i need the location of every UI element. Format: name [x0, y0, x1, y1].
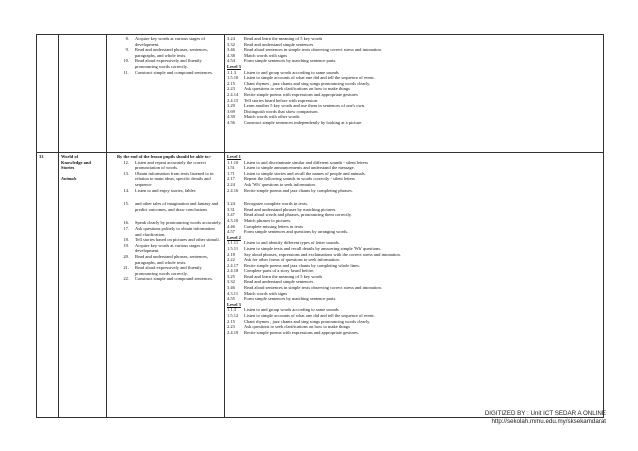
standard-text: Read aloud expressively and fluently pronouncing words correctly.: [135, 58, 202, 69]
outcome-text: Read and understand simple sentences: [244, 41, 314, 47]
outcome-code: 4.54: [227, 58, 235, 64]
outcome-text: Recognize complete words in texts.: [244, 201, 309, 207]
standard-text: Read aloud expressively and fluently pronouncing words correctly.: [135, 265, 202, 276]
outcome-item: [227, 120, 601, 126]
outcome-code: 2.4.16: [227, 187, 239, 193]
theme-line: Knowledge and: [61, 159, 91, 165]
outcome-text: Read and learn the meaning of 5 key words: [244, 273, 323, 279]
standard-item: [109, 226, 222, 237]
standard-number: 21.: [123, 265, 129, 271]
outcome-code: 2.24: [227, 181, 235, 187]
outcome-code: 2.4.19: [227, 329, 239, 335]
outcome-code: 2.15: [227, 318, 235, 324]
standard-text: Ask questions politely to obtain information and clarification.: [135, 225, 215, 237]
standard-number: 17.: [123, 225, 129, 231]
standard-item: [109, 160, 222, 171]
standard-item: [109, 171, 222, 188]
level-heading: Level 1: [227, 154, 241, 159]
outcome-text: Listen to simple accounts of what one did and tell the sequence of event.: [244, 75, 375, 81]
standard-text: Read and understand phrases, sentences, paragraphs, and whole texts.: [135, 253, 208, 265]
outcome-text: Form simple sentences by matching sentence parts.: [244, 58, 337, 64]
outcome-text: Read and understand simple sentences: [244, 279, 314, 285]
outcome-code: 3.69: [227, 108, 235, 114]
standard-number: 11.: [123, 69, 129, 75]
outcome-text: Ask for other forms of questions to seek information.: [244, 257, 340, 263]
outcome-code: 3.32: [227, 279, 235, 285]
standard-number: 22.: [123, 276, 129, 282]
footer-credit: DIGITIZED BY : Unit ICT SEDAR A ONLINE: [484, 410, 606, 417]
standard-number: 9.: [125, 47, 129, 53]
outcome-text: Listen to and identify different types of letter sounds.: [244, 240, 340, 246]
outcome-code: 2.18: [227, 251, 235, 257]
standard-number: 13.: [123, 170, 129, 176]
outcome-text: Read aloud sentences in simple texts observing correct stress and intonation.: [244, 285, 382, 291]
outcome-code: 1.1.11: [227, 240, 239, 246]
standard-item: [109, 58, 222, 69]
theme-cell: [59, 153, 107, 418]
outcome-text: Listen to and group words according to same sounds: [244, 307, 339, 313]
outcome-text: Listen to simple accounts of what one did and tell the sequence of event.: [244, 313, 375, 319]
standard-text: Tell stories based on pictures and other stimuli.: [135, 237, 220, 243]
theme-line: World of: [61, 154, 79, 159]
outcome-code: 2.23: [227, 86, 235, 92]
standard-text: and other tales of imagination and fantasy and predict outcomes, and draw conclusions: [135, 201, 219, 212]
outcome-code: 2.4.15: [227, 97, 239, 103]
outcome-text: Form simple sentences by matching sentence parts.: [244, 296, 337, 302]
standard-item: [109, 254, 222, 265]
outcome-text: Form simple sentences and questions by arranging words.: [244, 229, 349, 235]
spacer: [227, 193, 601, 201]
outcome-code: 4.3.11: [227, 290, 239, 296]
outcome-text: Chant rhymes , jazz chants and sing songs pronouncing words clearly.: [244, 80, 371, 86]
outcome-code: 1.1.3: [227, 307, 236, 313]
standard-number: 12.: [123, 159, 129, 165]
week-number: 33: [37, 153, 59, 418]
learning-outcomes-list: [227, 36, 601, 126]
outcome-code: 2.23: [227, 324, 235, 330]
outcome-text: Say aloud phrases, expressions and exclamations with the correct stress and intonation.: [244, 251, 401, 257]
outcome-text: Read aloud words and phrases, pronouncing them correctly.: [244, 212, 352, 218]
outcome-code: 4.55: [227, 296, 235, 302]
outcome-code: 3.24: [227, 36, 235, 41]
outcome-text: Ask questions to seek clarifications on how to make things: [244, 86, 350, 92]
outcome-code: 2.4.14: [227, 91, 239, 97]
outcome-code: 1.5.12: [227, 313, 239, 319]
standard-item: [109, 243, 222, 254]
outcome-item: [227, 229, 601, 235]
standard-item: [109, 201, 222, 212]
standard-item: [109, 70, 222, 76]
outcome-item: [227, 330, 601, 336]
standard-item: [109, 47, 222, 58]
outcome-code: 1.1.10: [227, 159, 239, 165]
learning-outcomes-cell: [225, 35, 604, 153]
standard-number: 15.: [123, 201, 129, 207]
outcome-text: Learn another 5 key words and use them in sentences of one's own.: [244, 103, 366, 109]
standard-item: [109, 188, 222, 194]
outcome-code: 3.29: [227, 103, 235, 109]
standard-number: 20.: [123, 253, 129, 259]
level-heading: Level 2: [227, 234, 241, 240]
outcome-text: Complete parts of a story heard before.: [244, 268, 315, 274]
outcome-text: Tell stories heard before with expression.: [244, 97, 319, 103]
outcome-text: Chant rhymes , jazz chants and sing songs pronouncing words clearly.: [244, 318, 371, 324]
outcome-text: Recite simple poems with expressions and appropriate gestures: [244, 91, 358, 97]
outcome-text: Listen to simple texts and recall details by answering simple 'Wh' questions.: [244, 245, 382, 251]
outcome-text: Match phrases to pictures.: [244, 217, 292, 223]
outcome-code: 1.5.10: [227, 75, 239, 81]
standard-number: 8.: [125, 36, 129, 41]
theme-line: Stories: [61, 165, 75, 171]
outcome-code: 2.15: [227, 80, 235, 86]
standard-number: 18.: [123, 237, 129, 243]
standard-number: 19.: [123, 242, 129, 248]
standard-number: 14.: [123, 187, 129, 193]
outcome-text: Distinguish words that show comparison.: [244, 108, 319, 114]
outcome-code: 3.24: [227, 201, 235, 207]
outcome-code: 1.1.3: [227, 69, 236, 75]
outcome-item: [227, 188, 601, 194]
outcome-code: 2.4.18: [227, 268, 239, 274]
standard-text: Construct simple and compound sentences.: [135, 276, 213, 282]
outcome-text: Repeat the following sounds in words correctly - silent letters: [244, 176, 355, 182]
outcome-code: 3.46: [227, 47, 235, 53]
learning-standards-cell: [107, 35, 225, 153]
outcome-code: 3.47: [227, 212, 235, 218]
table-row-week: [37, 153, 604, 418]
outcome-code: 4.3.10: [227, 217, 239, 223]
outcome-code: 4.38: [227, 52, 235, 58]
standard-item: [109, 276, 222, 282]
outcome-text: Match words with other words.: [244, 114, 301, 120]
standard-number: 16.: [123, 220, 129, 226]
learning-outcomes-list: [227, 154, 601, 335]
outcome-text: Listen to simple announcements and understand the message.: [244, 165, 355, 171]
outcome-code: 1.51: [227, 165, 235, 171]
outcome-text: Listen to and discriminate similar and different sounds - silent letters: [244, 159, 368, 165]
standard-text: Read and understand phrases, sentences, paragraphs, and whole texts.: [135, 47, 208, 58]
outcome-text: Recite simple poems with expressions and appropriate gestures.: [244, 329, 359, 335]
outcome-code: 4.39: [227, 114, 235, 120]
level-heading: Level 3: [227, 301, 241, 307]
standard-number: 10.: [123, 58, 129, 64]
standard-text: Acquire key words at various stages of development.: [135, 36, 205, 47]
outcome-code: 4.57: [227, 229, 235, 235]
standard-text: Speak clearly by pronouncing words accurately.: [135, 220, 222, 226]
topic-title: Animals: [61, 175, 77, 181]
standard-text: Construct simple and compound sentences.: [135, 69, 213, 75]
outcome-text: Construct simple sentences independently by looking at a picture.: [244, 119, 363, 125]
standards-intro: By the end of the lesson pupils should be able to:-: [117, 154, 212, 159]
standard-item: [109, 36, 222, 47]
footer-url: http://sekolah.mmu.edu.my/sksekamdarat: [491, 418, 606, 425]
learning-standards-list: [109, 36, 222, 75]
lesson-plan-table: [36, 34, 604, 418]
outcome-text: Ask questions to seek clarifications on how to make things: [244, 324, 350, 330]
outcome-code: 2.4.17: [227, 262, 239, 268]
outcome-text: Read aloud sentences in simple texts observing correct stress and intonation.: [244, 47, 382, 53]
standard-text: Obtain information from texts listened to in relation to main ideas, specific details and sequence: [135, 170, 214, 187]
learning-standards-list: [109, 160, 222, 282]
theme-cell: [59, 35, 107, 153]
learning-standards-cell: [107, 153, 225, 418]
standard-text: Listen to and enjoy stories, fables: [135, 187, 196, 193]
outcome-code: 1.5.11: [227, 245, 239, 251]
outcome-code: 2.17: [227, 176, 235, 182]
outcome-text: Ask 'Wh' questions to seek information.: [244, 181, 316, 187]
outcome-text: Read and learn the meaning of 5 key words: [244, 36, 323, 41]
outcome-text: Recite simple poems and jazz chants by completing whole lines.: [244, 262, 360, 268]
outcome-text: Read and understand phrases by matching pictures.: [244, 206, 337, 212]
outcome-text: Match words with signs: [244, 290, 288, 296]
standard-item: [109, 212, 222, 220]
outcome-text: Recite simple poems and jazz chants by completing phrases.: [244, 187, 353, 193]
standard-text: Acquire key words at various stages of development.: [135, 242, 205, 254]
outcome-code: 4.56: [227, 119, 235, 125]
outcome-item: [227, 58, 601, 64]
outcome-code: 2.22: [227, 257, 235, 263]
learning-outcomes-cell: [225, 153, 604, 418]
outcome-text: Listen to and group words according to same sounds: [244, 69, 339, 75]
table-row-continued: [37, 35, 604, 153]
outcome-code: 1.71: [227, 170, 235, 176]
outcome-item: [227, 296, 601, 302]
outcome-code: 3.32: [227, 41, 235, 47]
outcome-text: Match words with signs: [244, 52, 288, 58]
outcome-text: Listen to simple stories and recall the names of people and animals.: [244, 170, 366, 176]
standard-text: Listen and repeat accurately the correct pronunciation of words.: [135, 159, 206, 171]
outcome-code: 4.46: [227, 223, 235, 229]
week-cell: [37, 35, 59, 153]
outcome-code: 3.31: [227, 206, 235, 212]
standard-item: [109, 265, 222, 276]
level-heading: Level 3: [227, 63, 241, 69]
outcome-code: 3.46: [227, 285, 235, 291]
digitized-footer: [485, 410, 606, 426]
outcome-text: Complete missing letters in texts: [244, 223, 303, 229]
standard-item: [109, 193, 222, 201]
outcome-code: 3.25: [227, 273, 235, 279]
